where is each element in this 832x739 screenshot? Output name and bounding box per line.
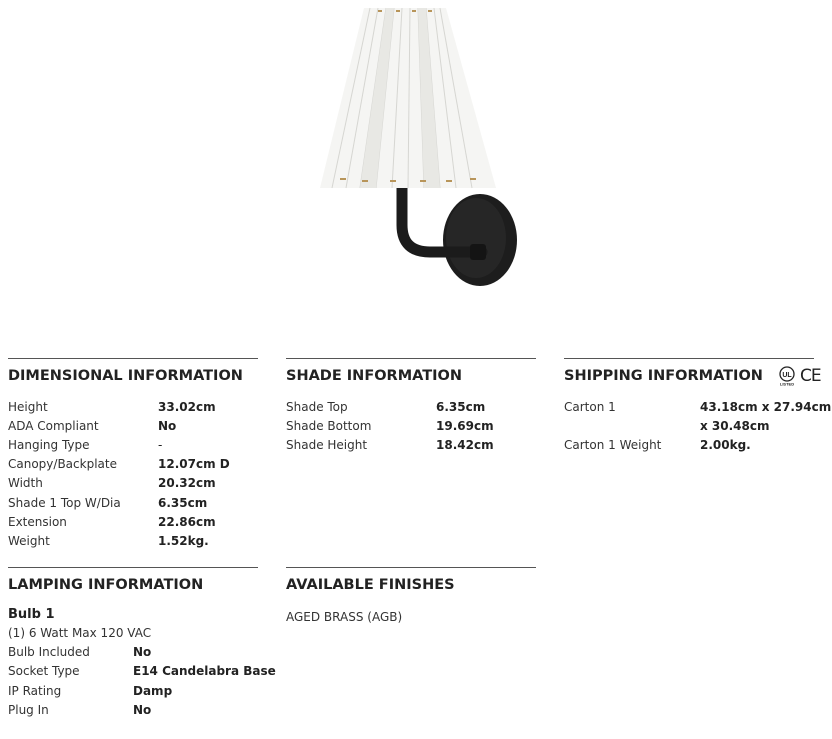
- spec-list: [8, 400, 258, 560]
- spec-value: No: [133, 703, 152, 717]
- spec-value: 33.02cm: [158, 400, 216, 414]
- spec-value: Damp: [133, 684, 173, 698]
- spec-list: [564, 400, 832, 460]
- spec-label: Width: [8, 476, 43, 490]
- finish-list: [286, 609, 536, 639]
- spec-label: Shade 1 Top W/Dia: [8, 496, 121, 510]
- spec-value: No: [133, 645, 152, 659]
- spec-label: Carton 1 Weight: [564, 438, 662, 452]
- ce-mark-icon: CE: [799, 366, 821, 386]
- spec-label: Shade Height: [286, 438, 368, 452]
- section-title: DIMENSIONAL INFORMATION: [8, 368, 243, 384]
- spec-label: ADA Compliant: [8, 419, 99, 433]
- product-image-wall-sconce: [300, 0, 540, 310]
- section-title: [564, 366, 826, 386]
- dimensional-section: [8, 358, 258, 560]
- spec-value: E14 Candelabra Base: [133, 664, 276, 678]
- shipping-section: [564, 358, 832, 460]
- section-title: AVAILABLE FINISHES: [286, 577, 455, 593]
- section-divider: [286, 358, 536, 359]
- spec-label: Height: [8, 400, 48, 414]
- spec-value: 2.00kg.: [700, 438, 751, 452]
- spec-value: 6.35cm: [158, 496, 208, 510]
- spec-value-continued: x 30.48cm: [700, 419, 770, 433]
- ul-listed-icon: [776, 366, 798, 386]
- spec-value: 18.42cm: [436, 438, 494, 452]
- spec-value: 43.18cm x 27.94cm: [700, 400, 832, 414]
- spec-label: Hanging Type: [8, 438, 90, 452]
- spec-label: Weight: [8, 534, 50, 548]
- spec-value: 6.35cm: [436, 400, 486, 414]
- spec-value: -: [158, 438, 163, 452]
- finishes-section: [286, 567, 536, 639]
- spec-list: [286, 400, 536, 460]
- spec-list: [8, 607, 276, 739]
- shade-section: [286, 358, 536, 460]
- spec-value: 19.69cm: [436, 419, 494, 433]
- spec-value: 12.07cm D: [158, 457, 230, 471]
- lamping-section: [8, 567, 276, 739]
- section-title: LAMPING INFORMATION: [8, 577, 204, 593]
- section-title-text: SHIPPING INFORMATION: [564, 368, 763, 384]
- spec-value: No: [158, 419, 177, 433]
- ul-text: UL: [782, 372, 792, 379]
- pleated-shade: [320, 8, 496, 188]
- section-divider: [286, 567, 536, 568]
- spec-value: 22.86cm: [158, 515, 216, 529]
- spec-value: 20.32cm: [158, 476, 216, 490]
- finish-item: AGED BRASS (AGB): [286, 610, 403, 624]
- spec-label: Socket Type: [8, 664, 80, 678]
- bulb-description: (1) 6 Watt Max 120 VAC: [8, 626, 152, 640]
- spec-label: Shade Bottom: [286, 419, 372, 433]
- section-divider: [564, 358, 814, 359]
- spec-label: Shade Top: [286, 400, 348, 414]
- spec-value: 1.52kg.: [158, 534, 209, 548]
- ul-listed-text: LISTED: [779, 381, 795, 386]
- section-divider: [8, 358, 258, 359]
- spec-label: Plug In: [8, 703, 49, 717]
- spec-label: Extension: [8, 515, 67, 529]
- spec-label: Bulb Included: [8, 645, 90, 659]
- bulb-title: Bulb 1: [8, 607, 55, 622]
- spec-label: IP Rating: [8, 684, 62, 698]
- section-title: SHADE INFORMATION: [286, 368, 462, 384]
- spec-label: Carton 1: [564, 400, 616, 414]
- spec-label: Canopy/Backplate: [8, 457, 117, 471]
- section-divider: [8, 567, 258, 568]
